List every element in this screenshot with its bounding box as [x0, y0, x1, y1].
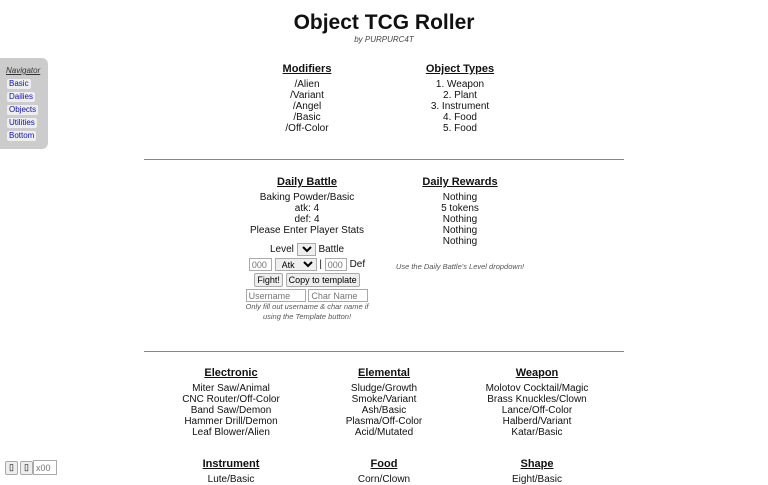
daily-rewards-heading: Daily Rewards [422, 176, 498, 188]
list-item: 5. Food [443, 123, 477, 134]
object-types-section [400, 64, 520, 134]
list-item: Molotov Cocktail/Magic [485, 383, 589, 394]
def-input[interactable] [325, 258, 347, 271]
list-item: Plasma/Off-Color [345, 416, 423, 427]
daily-battle-section [237, 177, 377, 322]
list-item: Halberd/Variant [502, 416, 572, 427]
nav-objects[interactable]: Objects [9, 105, 37, 114]
nav-dailies[interactable]: Dailies [9, 92, 34, 101]
object-types-heading: Object Types [425, 63, 495, 75]
level-select[interactable] [297, 243, 316, 256]
category-shape [472, 459, 602, 485]
nav-bottom[interactable]: Bottom [9, 131, 35, 140]
reward-item: Nothing [442, 192, 478, 203]
zoom-controls [5, 459, 57, 477]
daily-battle-heading: Daily Battle [277, 176, 337, 188]
list-item: Ash/Basic [361, 405, 407, 416]
modifiers-section [247, 64, 367, 134]
byline: by PURPURC4T [354, 35, 414, 44]
category-heading: Electronic [204, 367, 258, 379]
list-item: Miter Saw/Animal [192, 383, 270, 394]
def-label: Def [349, 259, 366, 271]
category-heading: Shape [520, 458, 554, 470]
list-item: /Variant [290, 90, 324, 101]
reward-item: Nothing [442, 236, 478, 247]
reward-item: 5 tokens [441, 203, 479, 214]
list-item: /Off-Color [285, 123, 329, 134]
divider [144, 351, 624, 352]
daily-rewards-section [390, 177, 530, 272]
divider [144, 159, 624, 160]
zoom-input[interactable] [33, 460, 57, 475]
nav-utilities[interactable]: Utilities [9, 118, 35, 127]
list-item: Band Saw/Demon [190, 405, 272, 416]
nav-heading: Navigator [6, 66, 41, 75]
category-electronic [171, 368, 291, 438]
prompt: Please Enter Player Stats [250, 225, 364, 236]
list-item: Acid/Mutated [354, 427, 414, 438]
zoom-button-1[interactable]: ▯ [5, 461, 18, 475]
category-heading: Food [370, 458, 398, 470]
list-item: Lance/Off-Color [501, 405, 573, 416]
list-item: 3. Instrument [430, 101, 490, 112]
enemy-name: Baking Powder/Basic [259, 192, 355, 203]
modifiers-heading: Modifiers [282, 63, 332, 75]
list-item: /Basic [293, 112, 321, 123]
list-item: Eight/Basic [511, 474, 563, 485]
zoom-button-2[interactable]: ▯ [20, 461, 33, 475]
nav-basic[interactable]: Basic [9, 79, 29, 88]
list-item: Corn/Clown [357, 474, 411, 485]
level-label: Level [269, 244, 294, 256]
enemy-def: def: 4 [294, 214, 320, 225]
copy-template-button[interactable]: Copy to template [286, 273, 360, 287]
username-input[interactable] [246, 289, 306, 302]
category-food [324, 459, 444, 485]
list-item: 2. Plant [443, 90, 477, 101]
list-item: Leaf Blower/Alien [192, 427, 270, 438]
list-item: Brass Knuckles/Clown [487, 394, 587, 405]
category-elemental [324, 368, 444, 438]
fight-button[interactable]: Fight! [254, 273, 283, 287]
list-item: Sludge/Growth [350, 383, 418, 394]
category-heading: Weapon [515, 367, 559, 379]
list-item: 1. Weapon [435, 79, 485, 90]
rewards-note: Use the Daily Battle's Level dropdown! [395, 262, 525, 271]
charname-input[interactable] [308, 289, 368, 302]
atk-input[interactable] [249, 258, 272, 271]
list-item: 4. Food [443, 112, 477, 123]
navigator [0, 58, 48, 149]
list-item: Smoke/Variant [351, 394, 417, 405]
list-item: Lute/Basic [207, 474, 255, 485]
page-title: Object TCG Roller [293, 11, 475, 34]
category-weapon [472, 368, 602, 438]
category-heading: Elemental [358, 367, 410, 379]
separator: | [319, 259, 323, 271]
reward-item: Nothing [442, 214, 478, 225]
category-heading: Instrument [202, 458, 260, 470]
list-item: /Angel [292, 101, 322, 112]
list-item: Hammer Drill/Demon [184, 416, 278, 427]
list-item: Katar/Basic [511, 427, 563, 438]
enemy-atk: atk: 4 [294, 203, 320, 214]
list-item: CNC Router/Off-Color [182, 394, 280, 405]
list-item: /Alien [294, 79, 320, 90]
reward-item: Nothing [442, 225, 478, 236]
stat-select[interactable] [275, 258, 317, 271]
battle-label: Battle [318, 244, 345, 256]
template-note: Only fill out username & char name if using the Template button! [245, 302, 369, 321]
category-instrument [171, 459, 291, 485]
